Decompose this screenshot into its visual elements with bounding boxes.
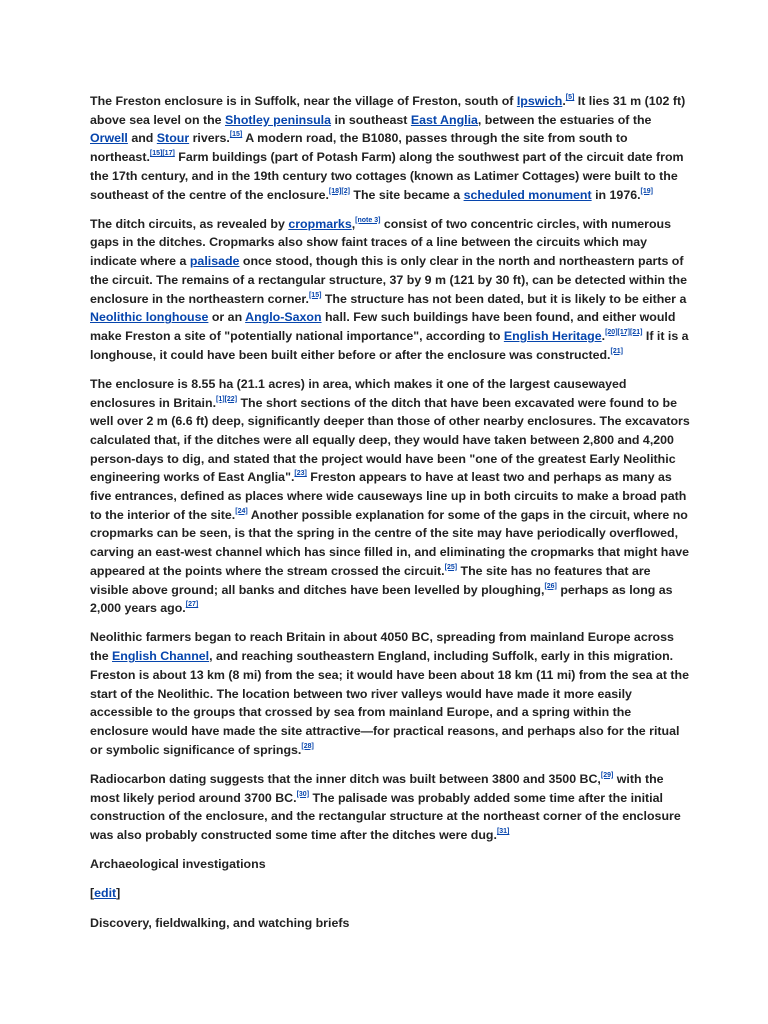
wiki-link[interactable]: palisade: [189, 254, 240, 269]
wiki-link[interactable]: English Channel: [112, 649, 210, 664]
wiki-link[interactable]: Stour: [156, 131, 190, 146]
citation-link[interactable]: [25]: [444, 563, 458, 571]
citation-link[interactable]: [5]: [565, 94, 575, 101]
paragraph-text: rivers.: [189, 131, 230, 146]
paragraph-text: once stood, though this is only clear in the north and northeastern parts of the circuit. The remains of a rectangular structure, 37 by 9 m (121 by 30 ft), can be detected within the enclosure in the northeastern corner.: [90, 254, 687, 306]
article-paragraph: [90, 92, 690, 204]
paragraph-text: Freston appears to have at least two and perhaps as many as five entrances, defined as places where wide causeways line up in both circuits to make a broad path to the interior of the site.: [90, 470, 687, 522]
paragraph-text: The structure has not been dated, but it is likely to be either a: [321, 291, 687, 306]
subsection-heading: Discovery, fieldwalking, and watching briefs: [90, 915, 350, 930]
wiki-link[interactable]: Orwell: [90, 131, 128, 146]
paragraph-text: The ditch circuits, as revealed by: [90, 216, 289, 231]
section-heading: Archaeological investigations: [90, 857, 266, 872]
paragraph-text: .: [601, 328, 606, 343]
citation-link[interactable]: [15]: [308, 291, 322, 299]
citation-link[interactable]: [20][17][21]: [605, 328, 643, 336]
article-paragraphs: [90, 92, 690, 845]
citation-link[interactable]: [28]: [301, 742, 314, 750]
citation-link[interactable]: [19]: [640, 187, 653, 195]
citation-link[interactable]: [24]: [235, 507, 248, 515]
citation-link[interactable]: [21]: [610, 347, 623, 355]
paragraph-text: hall. Few such buildings have been found, and either would make Freston a site of "potentially national importance", according to: [90, 310, 676, 343]
citation-link[interactable]: [18][2]: [328, 187, 350, 195]
edit-close-bracket: ]: [116, 886, 121, 901]
wiki-link[interactable]: English Heritage: [503, 328, 602, 343]
paragraph-text: in southeast: [331, 112, 411, 127]
article-paragraph: [90, 628, 690, 759]
paragraph-text: The site became a: [349, 187, 464, 202]
paragraph-text: The short sections of the ditch that have been excavated were found to be well over 2 m (6.6 ft) deep, significantly deeper than those of other nearby enclosures. The excavators calculated that, if the ditches were all equally deep, they would have taken between 2,800 and 4,200 person-days to dig, and stated that the project would have been "one of the greatest Early Neolithic engineering works of East Anglia".: [90, 395, 690, 485]
paragraph-text: It lies 31 m (102 ft) above sea level on the: [90, 94, 686, 127]
paragraph-text: or an: [208, 310, 246, 325]
paragraph-text: The palisade was probably added some time after the initial construction of the enclosure, and the rectangular structure at the northeast corner of the enclosure was also probably constructed some time after the ditches were dug.: [90, 790, 681, 843]
paragraph-text: ,: [351, 216, 356, 231]
citation-link[interactable]: [15]: [229, 131, 243, 139]
wiki-link[interactable]: cropmarks: [288, 216, 352, 231]
paragraph-text: in 1976.: [591, 187, 641, 202]
citation-link[interactable]: [23]: [294, 470, 307, 478]
citation-link[interactable]: [1][22]: [216, 395, 238, 403]
wiki-link[interactable]: Anglo-Saxon: [245, 310, 322, 325]
paragraph-text: Neolithic farmers began to reach Britain in about 4050 BC, spreading from mainland Europe across the: [90, 630, 674, 664]
wiki-link[interactable]: Ipswich: [516, 94, 563, 108]
paragraph-text: .: [562, 94, 566, 108]
paragraph-text: The site has no features that are visible above ground; all banks and ditches have been levelled by ploughing,: [90, 563, 651, 597]
paragraph-text: perhaps as long as 2,000 years ago.: [90, 582, 673, 616]
citation-link[interactable]: [26]: [544, 582, 557, 590]
article-paragraph: [90, 215, 690, 365]
wiki-link[interactable]: Neolithic longhouse: [90, 310, 209, 325]
paragraph-text: , between the estuaries of the: [477, 112, 652, 127]
citation-link[interactable]: [27]: [185, 601, 199, 609]
article-paragraph: [90, 770, 690, 845]
paragraph-text: Farm buildings (part of Potash Farm) along the southwest part of the circuit date from the 17th century, and in the 19th century two cottages (known as Latimer Cottages) were built to the southeast of the centre of the enclosure.: [90, 150, 684, 202]
edit-section-link[interactable]: edit: [94, 886, 117, 901]
paragraph-text: If it is a longhouse, it could have been built either before or after the enclosure was constructed.: [90, 328, 689, 362]
paragraph-text: consist of two concentric circles, with numerous gaps in the ditches. Cropmarks also show faint traces of a line between the circuits which may indicate where a: [90, 216, 672, 269]
citation-link[interactable]: [31]: [496, 828, 510, 836]
paragraph-text: Radiocarbon dating suggests that the inner ditch was built between 3800 and 3500 BC,: [90, 771, 601, 786]
paragraph-text: Another possible explanation for some of the gaps in the circuit, where no cropmarks can be seen, is that the spring in the centre of the site may have periodically overflowed, carving an east-west channel which has since filled in, and eliminating the cropmarks that might have appeared at the points where the stream crossed the circuit.: [90, 507, 690, 578]
wiki-link[interactable]: scheduled monument: [463, 187, 592, 202]
paragraph-text: with the most likely period around 3700 BC.: [90, 771, 664, 805]
paragraph-text: The enclosure is 8.55 ha (21.1 acres) in area, which makes it one of the largest causewayed enclosures in Britain.: [90, 376, 627, 410]
article-paragraph: [90, 375, 690, 618]
paragraph-text: The Freston enclosure is in Suffolk, near the village of Freston, south of: [90, 94, 517, 108]
citation-link[interactable]: [note 3]: [355, 216, 381, 224]
citation-link[interactable]: [29]: [600, 771, 614, 779]
citation-link[interactable]: [15][17]: [149, 150, 175, 158]
wiki-link[interactable]: East Anglia: [410, 112, 478, 127]
wiki-link[interactable]: Shotley peninsula: [224, 112, 332, 127]
article-body: [90, 92, 690, 943]
paragraph-text: and: [127, 131, 157, 146]
edit-section-link-wrapper: [90, 884, 690, 903]
paragraph-text: , and reaching southeastern England, including Suffolk, early in this migration. Freston is about 13 km (8 mi) from the sea; it would have been about 18 km (11 mi) from the sea at the start of the Neolithic. The location between two river valleys would have made it more easily accessible to the groups that crossed by sea from mainland Europe, and a spring within the enclosure would have made the site attractive—for practical reasons, and perhaps also for the ritual or symbolic significance of springs.: [90, 649, 690, 757]
edit-open-bracket: [: [90, 886, 95, 901]
citation-link[interactable]: [30]: [296, 790, 310, 798]
paragraph-text: A modern road, the B1080, passes through the site from south to northeast.: [90, 131, 628, 165]
